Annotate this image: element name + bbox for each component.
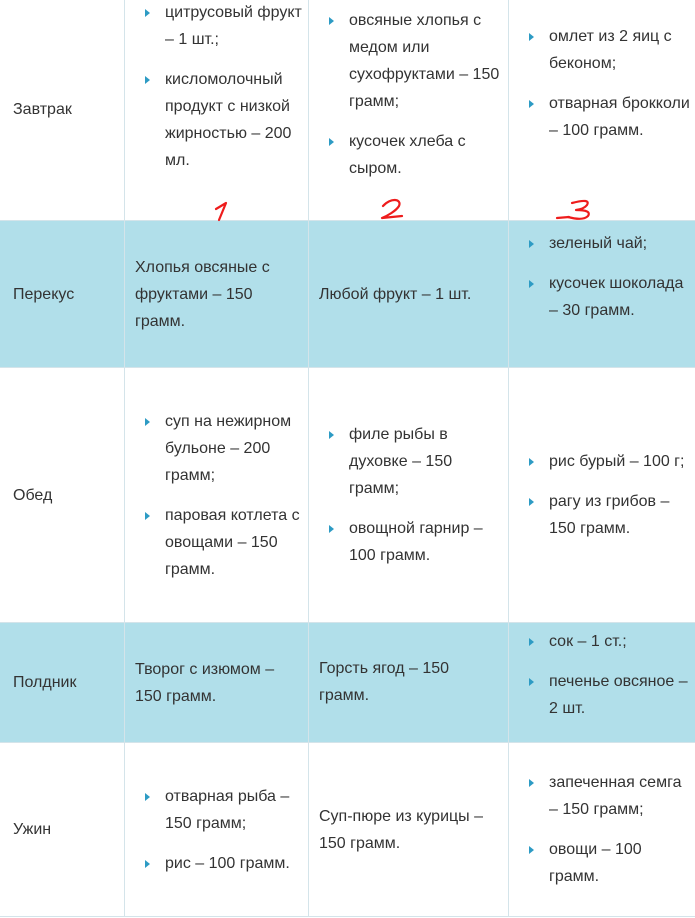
day-3-cell (509, 0, 695, 221)
food-list (509, 230, 695, 324)
table-row-snack (0, 221, 695, 368)
list-item: овсяные хлопья с медом или сухофруктами – 150 грамм; (349, 7, 504, 115)
food-list (125, 408, 308, 583)
food-list (309, 421, 508, 569)
food-list (309, 7, 508, 182)
list-item: рагу из грибов – 150 грамм. (549, 488, 693, 542)
meal-name: Полдник (0, 623, 125, 743)
list-item: отварная рыба – 150 грамм; (165, 783, 304, 837)
table-row-dinner (0, 743, 695, 917)
meal-name: Перекус (0, 221, 125, 368)
day-3-cell (509, 368, 695, 623)
list-item: печенье овсяное – 2 шт. (549, 668, 693, 722)
meal-name: Ужин (0, 743, 125, 917)
list-item: зеленый чай; (549, 230, 693, 257)
list-item: филе рыбы в духовке – 150 грамм; (349, 421, 504, 502)
food-list (509, 448, 695, 542)
list-item: омлет из 2 яиц с беконом; (549, 23, 693, 77)
day-1-cell (125, 368, 309, 623)
list-item: суп на нежирном бульоне – 200 грамм; (165, 408, 304, 489)
list-item: сок – 1 ст.; (549, 628, 693, 655)
list-item: рис – 100 грамм. (165, 850, 304, 877)
list-item: кисломолочный продукт с низкой жирностью – 200 мл. (165, 66, 304, 174)
list-item: овощи – 100 грамм. (549, 836, 693, 890)
day-1-cell (125, 0, 309, 221)
day-2-cell (309, 0, 509, 221)
list-item: кусочек хлеба с сыром. (349, 128, 504, 182)
list-item: цитрусовый фрукт – 1 шт.; (165, 0, 304, 53)
list-item: запеченная семга – 150 грамм; (549, 769, 693, 823)
day-3-cell (509, 743, 695, 917)
table-row-afternoon-snack (0, 623, 695, 743)
food-list (125, 783, 308, 877)
meal-name: Обед (0, 368, 125, 623)
food-list (509, 628, 695, 722)
day-2-cell: Суп-пюре из курицы – 150 грамм. (309, 743, 509, 917)
day-1-cell (125, 743, 309, 917)
day-3-cell (509, 623, 695, 743)
food-list (509, 23, 695, 144)
list-item: кусочек шоколада – 30 грамм. (549, 270, 693, 324)
table-row-lunch (0, 368, 695, 623)
food-list (509, 769, 695, 890)
food-list (125, 0, 308, 174)
day-2-cell: Горсть ягод – 150 грамм. (309, 623, 509, 743)
day-3-cell (509, 221, 695, 368)
day-1-cell: Творог с изюмом – 150 грамм. (125, 623, 309, 743)
list-item: овощной гарнир – 100 грамм. (349, 515, 504, 569)
day-1-cell: Хлопья овсяные с фруктами – 150 грамм. (125, 221, 309, 368)
list-item: рис бурый – 100 г; (549, 448, 693, 475)
table-row-breakfast (0, 0, 695, 221)
day-2-cell (309, 368, 509, 623)
meal-name: Завтрак (0, 0, 125, 221)
day-2-cell: Любой фрукт – 1 шт. (309, 221, 509, 368)
list-item: отварная брокколи – 100 грамм. (549, 90, 693, 144)
list-item: паровая котлета с овощами – 150 грамм. (165, 502, 304, 583)
